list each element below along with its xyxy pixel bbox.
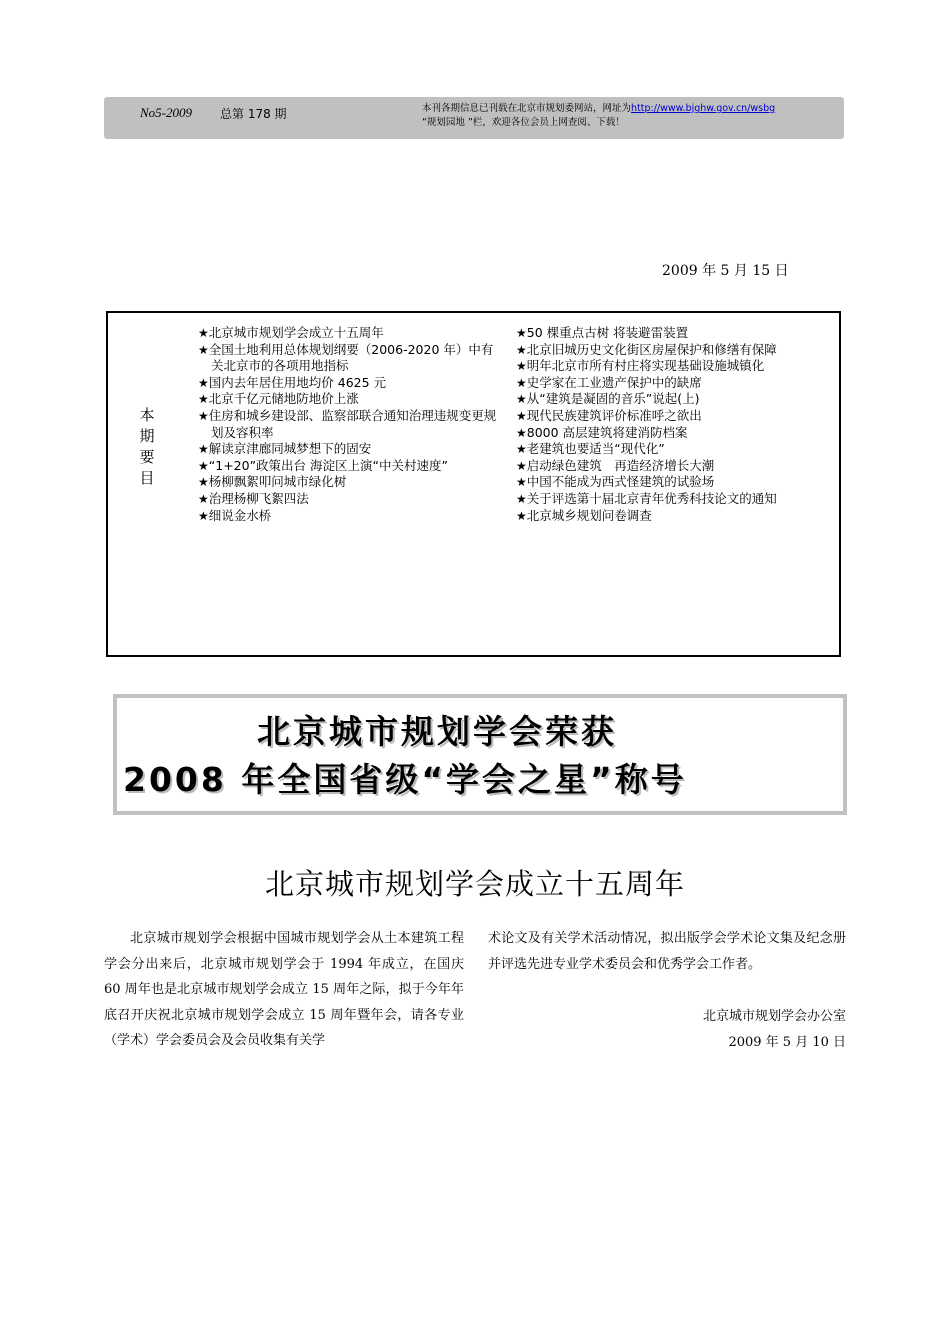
article-body-right: 术论文及有关学术活动情况，拟出版学会学术论文集及纪念册并评选先进专业学术委员会和优秀学会工作者。	[488, 931, 846, 972]
toc-item[interactable]: ★明年北京市所有村庄将实现基础设施城镇化	[516, 358, 765, 374]
toc-label-char: 要	[139, 448, 155, 466]
toc-item[interactable]: ★现代民族建筑评价标准呼之欲出	[516, 407, 702, 423]
toc-item[interactable]: ★关于评选第十届北京青年优秀科技论文的通知	[516, 490, 777, 506]
toc-item[interactable]: ★住房和城乡建设部、监察部联合通知治理违规变更规划及容积率	[198, 407, 497, 440]
toc-right-column	[516, 325, 816, 524]
toc-label-char: 目	[139, 469, 155, 487]
toc-label-char: 期	[139, 427, 155, 445]
toc-item[interactable]: ★启动绿色建筑 再造经济增长大潮	[516, 457, 715, 473]
star-icon: ★	[198, 442, 209, 457]
toc-item[interactable]: ★北京千亿元储地防地价上涨	[198, 391, 359, 407]
star-icon: ★	[516, 491, 527, 506]
website-link[interactable]: http://www.bjghw.gov.cn/wsbg	[631, 103, 776, 114]
toc-item[interactable]: ★全国土地利用总体规划纲要（2006-2020 年）中有关北京市的各项用地指标	[198, 341, 494, 374]
star-icon: ★	[516, 326, 527, 340]
article-body-left: 北京城市规划学会根据中国城市规划学会从土本建筑工程学会分出来后，北京城市规划学会于 1994 年成立，在国庆 60 周年也是北京城市规划学会成立 15 周年之际，拟于今年年底召开庆祝北京城市规划学会成立 15 周年暨年会，请各专业（学术）学会委员会及会员收集有关学	[104, 931, 464, 1049]
star-icon: ★	[516, 375, 527, 390]
notice-line-2: “规划园地 ”栏，欢迎各位会员上网查阅、下载！	[422, 117, 625, 128]
toc-item[interactable]: ★中国不能成为西式怪建筑的试验场	[516, 474, 715, 490]
toc-item[interactable]: ★解读京津廊同城梦想下的固安	[198, 441, 372, 457]
toc-item[interactable]: ★“1+20”政策出台 海淀区上演“中关村速度”	[198, 457, 448, 473]
issue-number: No5-2009	[140, 105, 192, 120]
table-of-contents	[106, 311, 841, 657]
toc-item[interactable]: ★杨柳飘絮叩问城市绿化树	[198, 474, 347, 490]
website-notice	[422, 102, 842, 130]
toc-item[interactable]: ★治理杨柳飞絮四法	[198, 490, 309, 506]
toc-item[interactable]: ★北京城市规划学会成立十五周年	[198, 325, 384, 340]
star-icon: ★	[516, 508, 527, 523]
star-icon: ★	[516, 359, 527, 374]
issue-total: 总第 178 期	[220, 107, 287, 121]
star-icon: ★	[516, 475, 527, 490]
toc-item[interactable]: ★50 棵重点古树 将装避雷装置	[516, 325, 689, 340]
star-icon: ★	[198, 475, 209, 490]
toc-item[interactable]: ★国内去年居住用地均价 4625 元	[198, 374, 387, 390]
star-icon: ★	[516, 342, 527, 357]
toc-item[interactable]: ★北京旧城历史文化街区房屋保护和修缮有保障	[516, 341, 777, 357]
toc-label-char: 本	[139, 406, 155, 424]
toc-item[interactable]: ★细说金水桥	[198, 507, 272, 523]
star-icon: ★	[516, 392, 527, 407]
notice-prefix: 本刊各期信息已刊载在北京市规划委网站，网址为	[422, 103, 632, 114]
toc-left-column	[198, 325, 498, 524]
star-icon: ★	[198, 408, 209, 423]
article-title: 北京城市规划学会成立十五周年	[264, 867, 685, 901]
toc-item[interactable]: ★北京城乡规划问卷调查	[516, 507, 652, 523]
star-icon: ★	[516, 425, 527, 440]
toc-item[interactable]: ★从“建筑是凝固的音乐”说起(上)	[516, 391, 700, 407]
star-icon: ★	[198, 458, 209, 473]
star-icon: ★	[516, 442, 527, 457]
article-sign-date: 2009 年 5 月 10 日	[728, 1035, 846, 1050]
publication-date: 2009 年 5 月 15 日	[662, 263, 789, 279]
star-icon: ★	[198, 342, 209, 357]
toc-item[interactable]: ★8000 高层建筑将建消防档案	[516, 424, 688, 440]
star-icon: ★	[198, 375, 209, 390]
star-icon: ★	[198, 392, 209, 407]
star-icon: ★	[198, 508, 209, 523]
article-signer: 北京城市规划学会办公室	[702, 1009, 846, 1024]
issue-header-bar	[104, 97, 844, 139]
headline-line-2: 2008 年全国省级“学会之星”称号	[123, 760, 687, 799]
star-icon: ★	[198, 326, 209, 340]
toc-item[interactable]: ★老建筑也要适当“现代化”	[516, 441, 665, 457]
award-headline-box	[113, 694, 847, 815]
toc-label	[138, 405, 156, 489]
star-icon: ★	[516, 408, 527, 423]
star-icon: ★	[198, 491, 209, 506]
toc-item[interactable]: ★史学家在工业遗产保护中的缺席	[516, 374, 702, 390]
headline-line-1: 北京城市规划学会荣获	[257, 712, 617, 751]
star-icon: ★	[516, 458, 527, 473]
